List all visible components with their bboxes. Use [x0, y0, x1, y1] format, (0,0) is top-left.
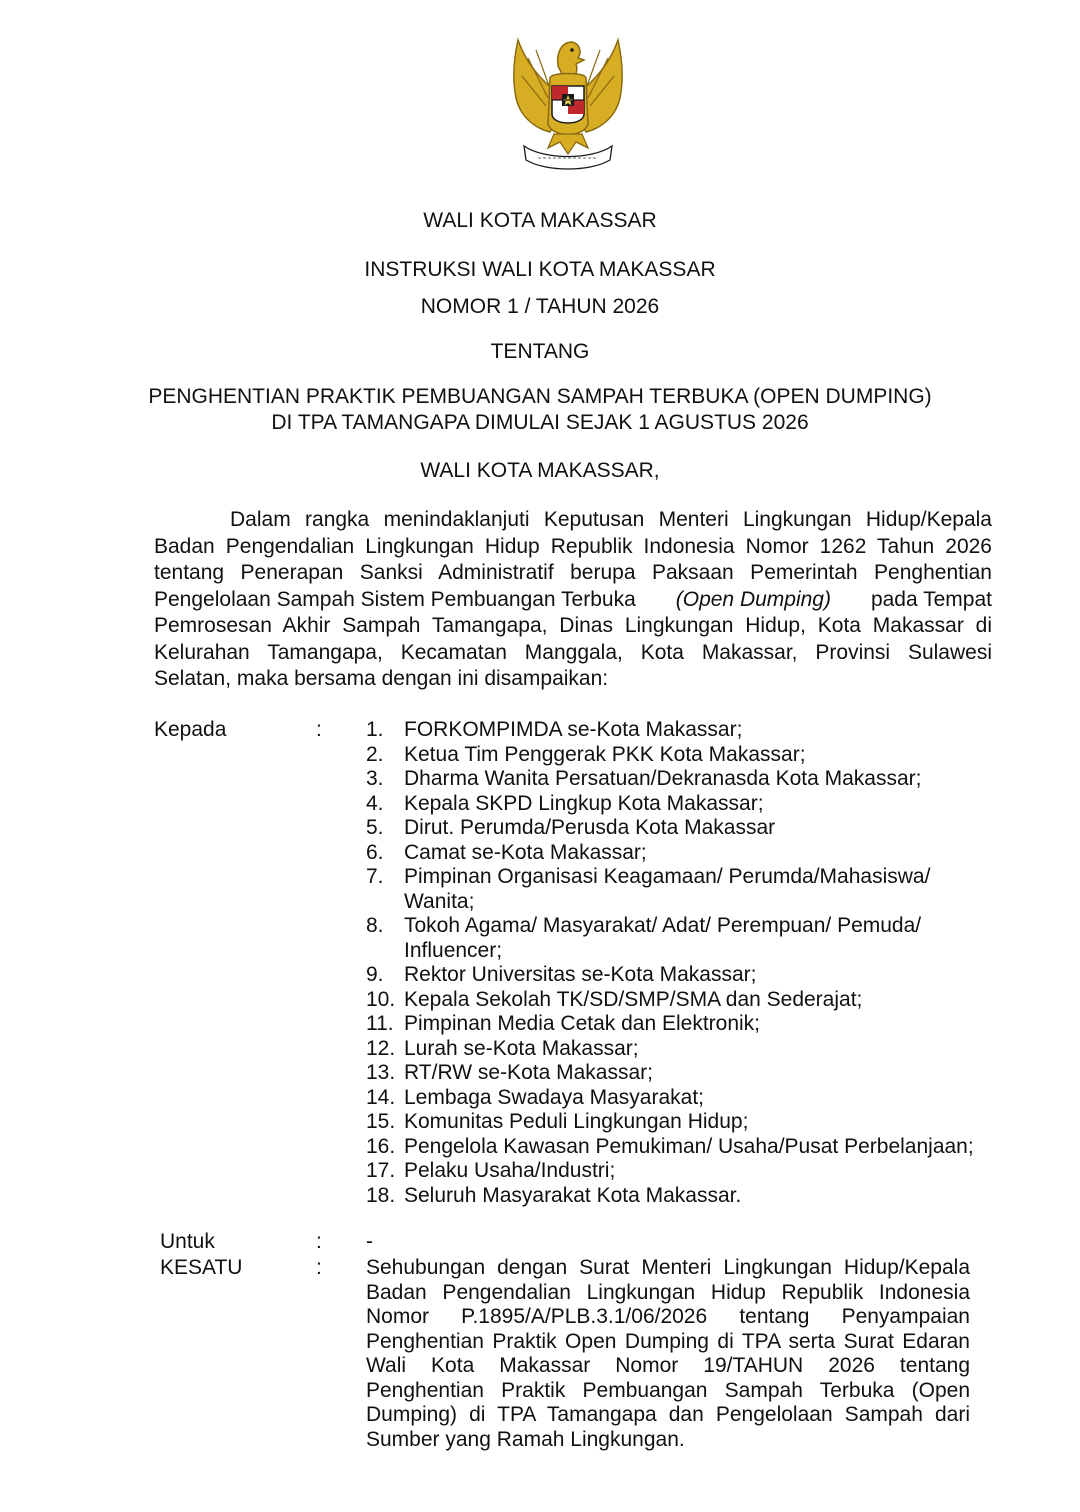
list-item: 17. Pelaku Usaha/Industri; [366, 1159, 616, 1182]
list-item: 4. Kepala SKPD Lingkup Kota Makassar; [366, 791, 764, 815]
preamble-line: Badan Pengendalian Lingkungan Hidup Republik Indonesia Nomor 1262 Tahun 2026 [154, 534, 992, 558]
preamble-line: Kelurahan Tamangapa, Kecamatan Manggala, Kota Makassar, Provinsi Sulawesi [154, 640, 992, 664]
list-item: 5. Dirut. Perumda/Perusda Kota Makassar [366, 816, 776, 839]
list-item: 13. RT/RW se-Kota Makassar; [366, 1061, 653, 1084]
list-item: 9. Rektor Universitas se-Kota Makassar; [366, 963, 757, 986]
preamble-line: Selatan, maka bersama dengan ini disampaikan: [154, 667, 609, 690]
untuk-value: - [366, 1230, 373, 1253]
kesatu-paragraph [366, 1256, 970, 1452]
list-item: 3. Dharma Wanita Persatuan/Dekranasda Kota Makassar; [366, 767, 922, 790]
list-item: 16. Pengelola Kawasan Pemukiman/ Usaha/Pusat Perbelanjaan; [366, 1134, 974, 1158]
kepada-colon: : [316, 718, 322, 741]
kesatu-line: Nomor P.1895/A/PLB.3.1/06/2026 tentang Penyampaian [366, 1305, 970, 1328]
preamble-paragraph [154, 507, 992, 693]
kesatu-line: Sehubungan dengan Surat Menteri Lingkungan Hidup/Kepala [366, 1256, 970, 1279]
list-item: 8. Tokoh Agama/ Masyarakat/ Adat/ Perempuan/ Pemuda/ Influencer; [366, 914, 922, 962]
kesatu-line: Wali Kota Makassar Nomor 19/TAHUN 2026 tentang [366, 1354, 970, 1377]
untuk-colon: : [316, 1230, 322, 1253]
list-item: 18. Seluruh Masyarakat Kota Makassar. [366, 1183, 742, 1207]
kesatu-label: KESATU [160, 1256, 243, 1279]
list-item: 2. Ketua Tim Penggerak PKK Kota Makassar; [366, 742, 806, 766]
list-item: 10. Kepala Sekolah TK/SD/SMP/SMA dan Sederajat; [366, 987, 863, 1011]
kesatu-line: Penghentian Praktik Open Dumping di TPA serta Surat Edaran [366, 1329, 970, 1353]
garuda-emblem-icon [488, 28, 648, 178]
list-item: 7. Pimpinan Organisasi Keagamaan/ Perumda/Mahasiswa/ Wanita; [366, 865, 931, 913]
list-item: 1. FORKOMPIMDA se-Kota Makassar; [366, 718, 743, 741]
kepada-label: Kepada [154, 718, 227, 741]
list-item: 15. Komunitas Peduli Lingkungan Hidup; [366, 1110, 749, 1133]
document-type: INSTRUKSI WALI KOTA MAKASSAR [364, 258, 716, 281]
preamble-segment: pada Tempat [870, 587, 992, 611]
untuk-label: Untuk [160, 1230, 215, 1253]
preamble-italic-term: (Open Dumping) [675, 587, 831, 611]
document-number: NOMOR 1 / TAHUN 2026 [420, 295, 660, 318]
list-item: 14. Lembaga Swadaya Masyarakat; [366, 1085, 704, 1109]
kesatu-line: Badan Pengendalian Lingkungan Hidup Republik Indonesia [366, 1280, 970, 1304]
list-item: 6. Camat se-Kota Makassar; [366, 840, 647, 864]
issuer-title: WALI KOTA MAKASSAR [423, 209, 657, 232]
list-item: 11. Pimpinan Media Cetak dan Elektronik; [366, 1012, 761, 1035]
subject-line-2: DI TPA TAMANGAPA DIMULAI SEJAK 1 AGUSTUS 2026 [271, 411, 809, 434]
kesatu-colon: : [316, 1256, 322, 1279]
preamble-line: tentang Penerapan Sanksi Administratif berupa Paksaan Pemerintah Penghentian [154, 561, 992, 584]
kesatu-line: Penghentian Praktik Pembuangan Sampah Terbuka (Open [366, 1378, 970, 1402]
preamble-line: Dalam rangka menindaklanjuti Keputusan Menteri Lingkungan Hidup/Kepala [230, 508, 992, 531]
preamble-segment: Pengelolaan Sampah Sistem Pembuangan Terbuka [154, 587, 636, 611]
preamble-line: Pemrosesan Akhir Sampah Tamangapa, Dinas Lingkungan Hidup, Kota Makassar di [154, 614, 992, 637]
kesatu-line: Dumping) di TPA Tamangapa dan Pengelolaan Sampah dari [366, 1403, 970, 1426]
signatory-heading: WALI KOTA MAKASSAR, [420, 459, 660, 482]
list-item: 12. Lurah se-Kota Makassar; [366, 1036, 639, 1060]
preamble-line [154, 587, 992, 614]
subject-line-1: PENGHENTIAN PRAKTIK PEMBUANGAN SAMPAH TERBUKA (OPEN DUMPING) [148, 385, 932, 408]
about-heading: TENTANG [490, 340, 590, 363]
kesatu-line: Sumber yang Ramah Lingkungan. [366, 1427, 685, 1451]
recipient-list [366, 718, 1006, 1208]
